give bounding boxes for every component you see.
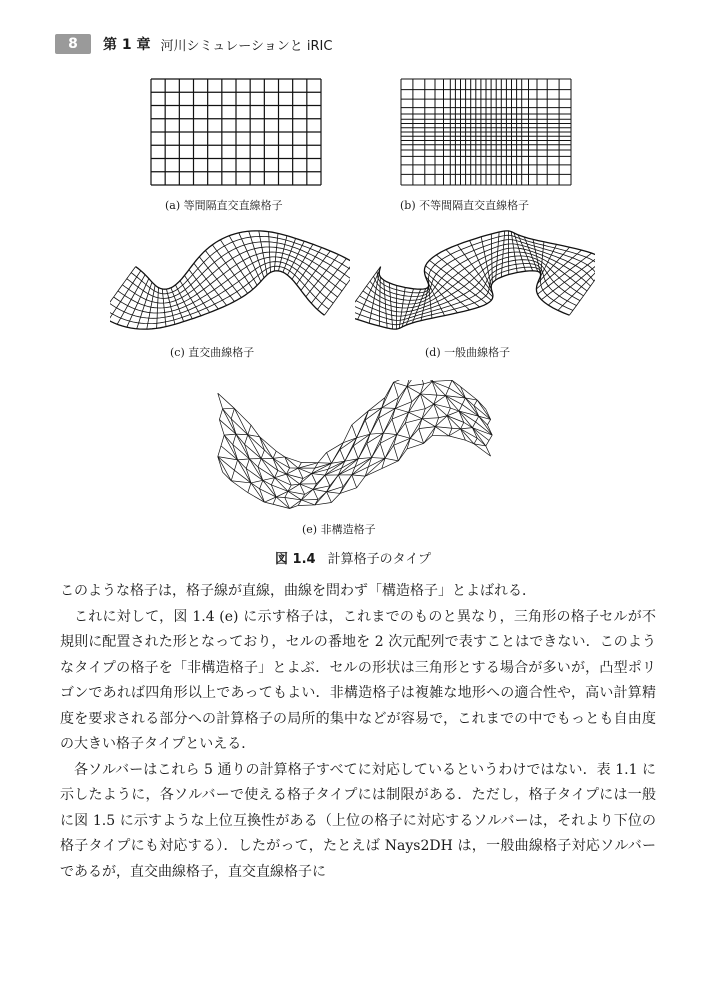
grid-line	[380, 443, 385, 458]
figure-caption	[0, 548, 706, 567]
grid-line	[392, 412, 409, 419]
grid-line	[459, 405, 462, 412]
grid-line	[236, 434, 245, 444]
grid-line	[248, 493, 265, 503]
grid-line	[312, 474, 317, 484]
grid-line	[273, 458, 286, 474]
grid-line	[474, 438, 477, 444]
grid-line	[263, 480, 272, 485]
grid-line	[461, 429, 474, 444]
grid-line	[231, 408, 234, 418]
grid-line	[432, 380, 452, 381]
grid-line	[496, 232, 499, 280]
grid-line	[271, 478, 274, 485]
grid-line	[384, 280, 387, 328]
grid-line	[315, 492, 327, 505]
caption-e: (e) 非構造格子	[302, 523, 376, 536]
grid-line	[425, 404, 434, 409]
grid-line	[315, 502, 332, 504]
grid-line	[234, 408, 247, 434]
grid-line	[420, 394, 437, 395]
grid-line	[355, 264, 577, 321]
grid-line	[318, 453, 327, 463]
grid-line	[318, 463, 331, 464]
grid-line	[251, 483, 260, 489]
grid-line	[383, 419, 392, 433]
grid-line	[474, 444, 491, 456]
grid-line	[234, 408, 251, 425]
grid-line	[372, 458, 385, 459]
grid-line	[260, 480, 263, 488]
grid-line	[358, 443, 367, 458]
grid-line	[224, 434, 236, 435]
grid-line	[331, 450, 340, 464]
grid-line	[419, 380, 424, 384]
grid-line	[409, 412, 422, 418]
caption-c: (c) 直交曲線格子	[170, 346, 255, 359]
grid-line	[476, 416, 479, 422]
grid-line	[474, 400, 477, 406]
grid-line	[258, 459, 261, 467]
grid-line	[461, 428, 473, 429]
grid-line	[248, 435, 261, 459]
grid-line	[446, 388, 449, 396]
grid-line	[357, 476, 366, 488]
grid-line	[259, 231, 267, 275]
grid-line	[398, 449, 407, 461]
grid-line	[447, 416, 460, 429]
figure-title: 計算格子のタイプ	[327, 552, 431, 567]
grid-line	[248, 483, 251, 493]
paragraph: このような格子は，格子線が直線，曲線を問わず「構造格子」とよばれる．	[60, 583, 536, 599]
grid-line	[422, 404, 434, 419]
grid-line	[224, 435, 237, 460]
caption-b: (b) 不等間隔直交直線格子	[400, 199, 530, 212]
grid-line	[370, 418, 379, 434]
grid-line	[231, 470, 234, 480]
grid-line	[491, 234, 492, 283]
grid-line	[410, 429, 419, 439]
grid-line	[394, 380, 411, 382]
grid-line	[422, 419, 435, 427]
grid-line	[407, 443, 424, 449]
grid-line	[419, 380, 432, 381]
grid-line	[285, 457, 302, 463]
caption-d: (d) 一般曲線格子	[425, 346, 511, 359]
grid-line	[419, 429, 424, 444]
grid-line	[263, 478, 275, 481]
grid-d-general-curvilinear	[355, 225, 595, 335]
grid-line	[383, 433, 396, 435]
grid-line	[251, 483, 264, 502]
grid-line	[419, 427, 436, 429]
grid-line	[382, 408, 395, 409]
grid-line	[313, 489, 318, 499]
grid-line	[395, 386, 407, 408]
grid-line	[352, 425, 357, 438]
grid-line	[385, 458, 398, 461]
grid-line	[385, 445, 394, 458]
grid-e-unstructured	[215, 380, 495, 510]
grid-line	[313, 489, 326, 491]
grid-line	[219, 409, 222, 420]
grid-line	[537, 247, 569, 284]
grid-line	[395, 408, 408, 412]
grid-line	[273, 457, 285, 458]
paragraph: 各ソルバーはこれら 5 通りの計算格子すべてに対応しているというわけではない．表 1.1 に示したように，各ソルバーで使える格子タイプには制限がある．ただし，格子タイプには一般に図 1.5 に示すような上位互換性がある（上位の格子に対応するソルバーは，それより下位の格子タイプにも対応する）．したがって，たとえば Nays2DH は，一般曲線格子対応ソルバーであるが，直交曲線格子，直交直線格子に	[60, 761, 656, 880]
grid-line	[394, 445, 399, 461]
grid-line	[452, 428, 461, 429]
grid-line	[392, 419, 397, 435]
grid-line	[409, 409, 426, 413]
grid-line	[487, 419, 490, 424]
caption-a: (a) 等間隔直交直線格子	[165, 199, 283, 212]
grid-line	[449, 436, 466, 440]
grid-line	[338, 475, 343, 487]
grid-line	[340, 450, 345, 462]
grid-b-nonuniform-orthogonal	[400, 78, 572, 186]
grid-c-orthogonal-curvilinear	[110, 225, 350, 335]
paragraph: これに対して，図 1.4 (e) に示す格子は，これまでのものと異なり，三角形の格子セルが不規則に配置された形となっており，セルの番地を 2 次元配列で表すことはできない．このようなタイプの格子を「非構造格子」とよぶ．セルの形状は三角形とする場合が多いが，凸型ポリゴンであれば四角形以上であってもよい．非構造格子は複雑な地形への適合性や，高い計算精度を要求される部分への計算格子の局所的集中などが容易で，これまでの中でもっとも自由度の大きい格子タイプといえる．	[60, 608, 656, 752]
body-text	[60, 579, 656, 885]
grid-line	[290, 505, 299, 508]
grid-line	[394, 382, 407, 386]
grid-line	[273, 451, 276, 458]
grid-line	[352, 475, 357, 488]
grid-line	[298, 505, 315, 506]
chapter-number: 第 1 章	[103, 37, 151, 53]
grid-line	[245, 435, 248, 445]
grid-line	[489, 435, 492, 440]
running-header	[55, 33, 332, 55]
grid-line	[325, 475, 330, 486]
grid-line	[432, 381, 449, 388]
grid-line	[238, 459, 250, 460]
grid-line	[464, 422, 473, 427]
grid-line	[486, 441, 489, 446]
grid-line	[324, 267, 350, 316]
page-number: 8	[55, 34, 91, 54]
grid-line	[424, 427, 436, 444]
grid-line	[251, 425, 260, 437]
chapter-title: 河川シミュレーションと iRIC	[160, 38, 333, 54]
grid-line	[340, 475, 352, 494]
grid-line	[352, 475, 365, 476]
grid-line	[459, 411, 472, 428]
grid-line	[251, 480, 263, 483]
grid-line	[397, 412, 409, 434]
grid-line	[395, 402, 412, 409]
grid-line	[372, 443, 381, 457]
grid-line	[233, 434, 236, 444]
grid-line	[261, 459, 274, 478]
grid-line	[327, 453, 332, 464]
grid-line	[264, 502, 273, 504]
grid-line	[425, 276, 457, 313]
grid-line	[370, 244, 594, 300]
grid-line	[301, 500, 314, 505]
grid-line	[461, 422, 464, 429]
grid-line	[397, 423, 406, 435]
grid-line	[275, 474, 287, 478]
grid-line	[462, 398, 465, 405]
grid-line	[276, 451, 285, 457]
grid-line	[379, 418, 384, 433]
grid-line	[236, 434, 248, 435]
grid-line	[394, 438, 411, 445]
grid-line	[290, 500, 302, 509]
grid-line	[218, 457, 231, 481]
grid-line	[409, 402, 412, 413]
grid-line	[327, 492, 340, 494]
grid-line	[263, 480, 276, 497]
grid-line	[327, 492, 332, 503]
grid-line	[558, 263, 595, 310]
grid-line	[405, 423, 410, 438]
grid-line	[398, 438, 410, 461]
grid-line	[407, 384, 424, 386]
grid-line	[246, 459, 249, 469]
grid-line	[345, 446, 354, 461]
grid-line	[131, 236, 350, 293]
grid-line	[249, 459, 262, 480]
grid-line	[382, 461, 399, 469]
grid-line	[410, 438, 423, 443]
grid-line	[397, 435, 410, 439]
grid-line	[147, 285, 155, 329]
grid-line	[331, 493, 340, 502]
grid-line	[238, 460, 251, 483]
grid-line	[353, 446, 358, 459]
grid-line	[394, 382, 399, 398]
grid-line	[273, 458, 290, 468]
grid-line	[312, 474, 325, 476]
grid-line	[472, 422, 475, 428]
grid-line	[221, 435, 224, 446]
grid-line	[234, 460, 237, 470]
grid-line	[365, 420, 370, 434]
grid-line	[569, 267, 595, 316]
grid-line	[379, 277, 380, 326]
grid-line	[367, 443, 372, 457]
grid-line	[110, 266, 329, 323]
grid-line	[276, 497, 285, 498]
grid-a-uniform-orthogonal	[150, 78, 322, 186]
grid-line	[432, 381, 445, 395]
grid-line	[449, 380, 452, 388]
grid-line	[385, 435, 397, 459]
grid-line	[218, 446, 221, 457]
figure-number: 図 1.4	[275, 552, 316, 567]
grid-line	[422, 418, 439, 419]
grid-line	[261, 450, 264, 458]
grid-line	[248, 425, 251, 435]
grid-line	[357, 420, 366, 438]
grid-line	[275, 478, 288, 492]
